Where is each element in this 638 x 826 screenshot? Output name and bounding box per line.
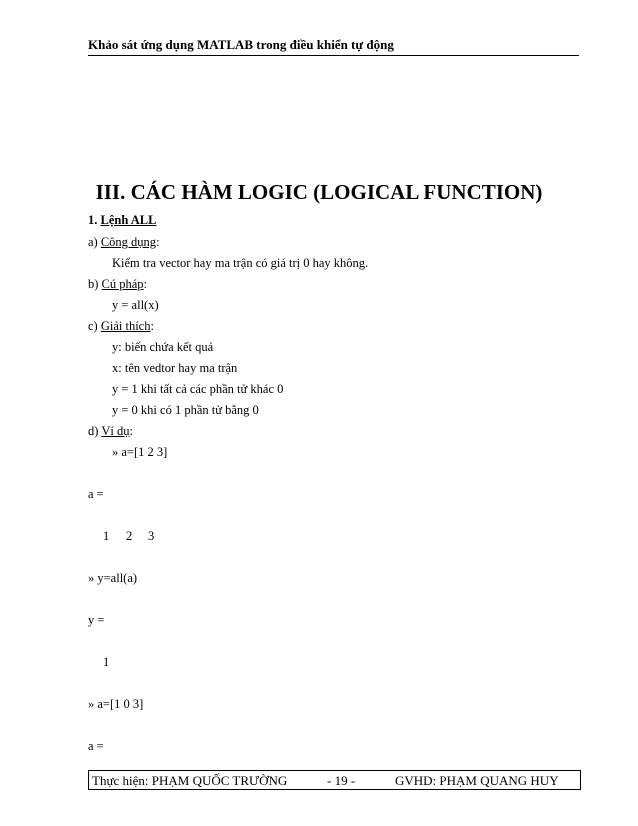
item-a-prefix: a) bbox=[88, 235, 101, 249]
code-output-label-2: y = bbox=[88, 613, 105, 627]
item-c-heading bbox=[88, 319, 154, 334]
code-command-2: » y=all(a) bbox=[88, 571, 138, 585]
item-b-text: y = all(x) bbox=[112, 298, 159, 312]
code-command-3: » a=[1 0 3] bbox=[88, 697, 144, 711]
item-a-heading bbox=[88, 235, 160, 250]
code-output-value: 2 bbox=[126, 529, 133, 543]
item-a-label: Công dụng bbox=[100, 235, 157, 249]
footer bbox=[88, 770, 581, 790]
item-b-label: Cú pháp bbox=[101, 277, 144, 291]
item-d-colon: : bbox=[129, 424, 133, 438]
item-a-text: Kiểm tra vector hay ma trận có giá trị 0 hay không. bbox=[112, 256, 369, 270]
section-title: III. CÁC HÀM LOGIC (LOGICAL FUNCTION) bbox=[95, 180, 543, 204]
subsection-number: 1. bbox=[88, 213, 101, 227]
item-a-colon: : bbox=[156, 235, 160, 249]
subsection-heading bbox=[88, 213, 156, 228]
item-b-prefix: b) bbox=[88, 277, 102, 291]
item-b-heading bbox=[88, 277, 147, 292]
footer-author: Thực hiện: PHẠM QUỐC TRƯỜNG bbox=[92, 773, 288, 788]
subsection-name: Lệnh ALL bbox=[100, 213, 157, 227]
code-output-label-3: a = bbox=[88, 739, 104, 753]
item-c-line: y = 0 khi có 1 phần tử bằng 0 bbox=[112, 403, 259, 417]
code-output-label-1: a = bbox=[88, 487, 104, 501]
item-c-line: x: tên vedtor hay ma trận bbox=[112, 361, 238, 375]
header-rule bbox=[88, 55, 579, 56]
code-output-value: 1 bbox=[103, 655, 110, 669]
footer-page-number: - 19 - bbox=[327, 773, 356, 788]
code-output-value: 1 bbox=[103, 529, 110, 543]
item-c-label: Giải thích bbox=[100, 319, 151, 333]
item-d-heading bbox=[88, 424, 133, 439]
item-b-colon: : bbox=[143, 277, 148, 291]
item-c-colon: : bbox=[150, 319, 154, 333]
code-command-1: » a=[1 2 3] bbox=[112, 445, 168, 459]
item-c-line: y = 1 khi tất cả các phần tử khác 0 bbox=[112, 382, 284, 396]
code-output-value: 3 bbox=[148, 529, 155, 543]
item-d-label: Ví dụ bbox=[101, 424, 130, 438]
header-title: Khảo sát ứng dụng MATLAB trong điều khiển tự động bbox=[88, 37, 394, 52]
item-d-prefix: d) bbox=[88, 424, 102, 438]
footer-advisor: GVHD: PHẠM QUANG HUY bbox=[395, 773, 559, 788]
item-c-prefix: c) bbox=[88, 319, 101, 333]
item-c-line: y: biến chứa kết quả bbox=[112, 340, 214, 354]
